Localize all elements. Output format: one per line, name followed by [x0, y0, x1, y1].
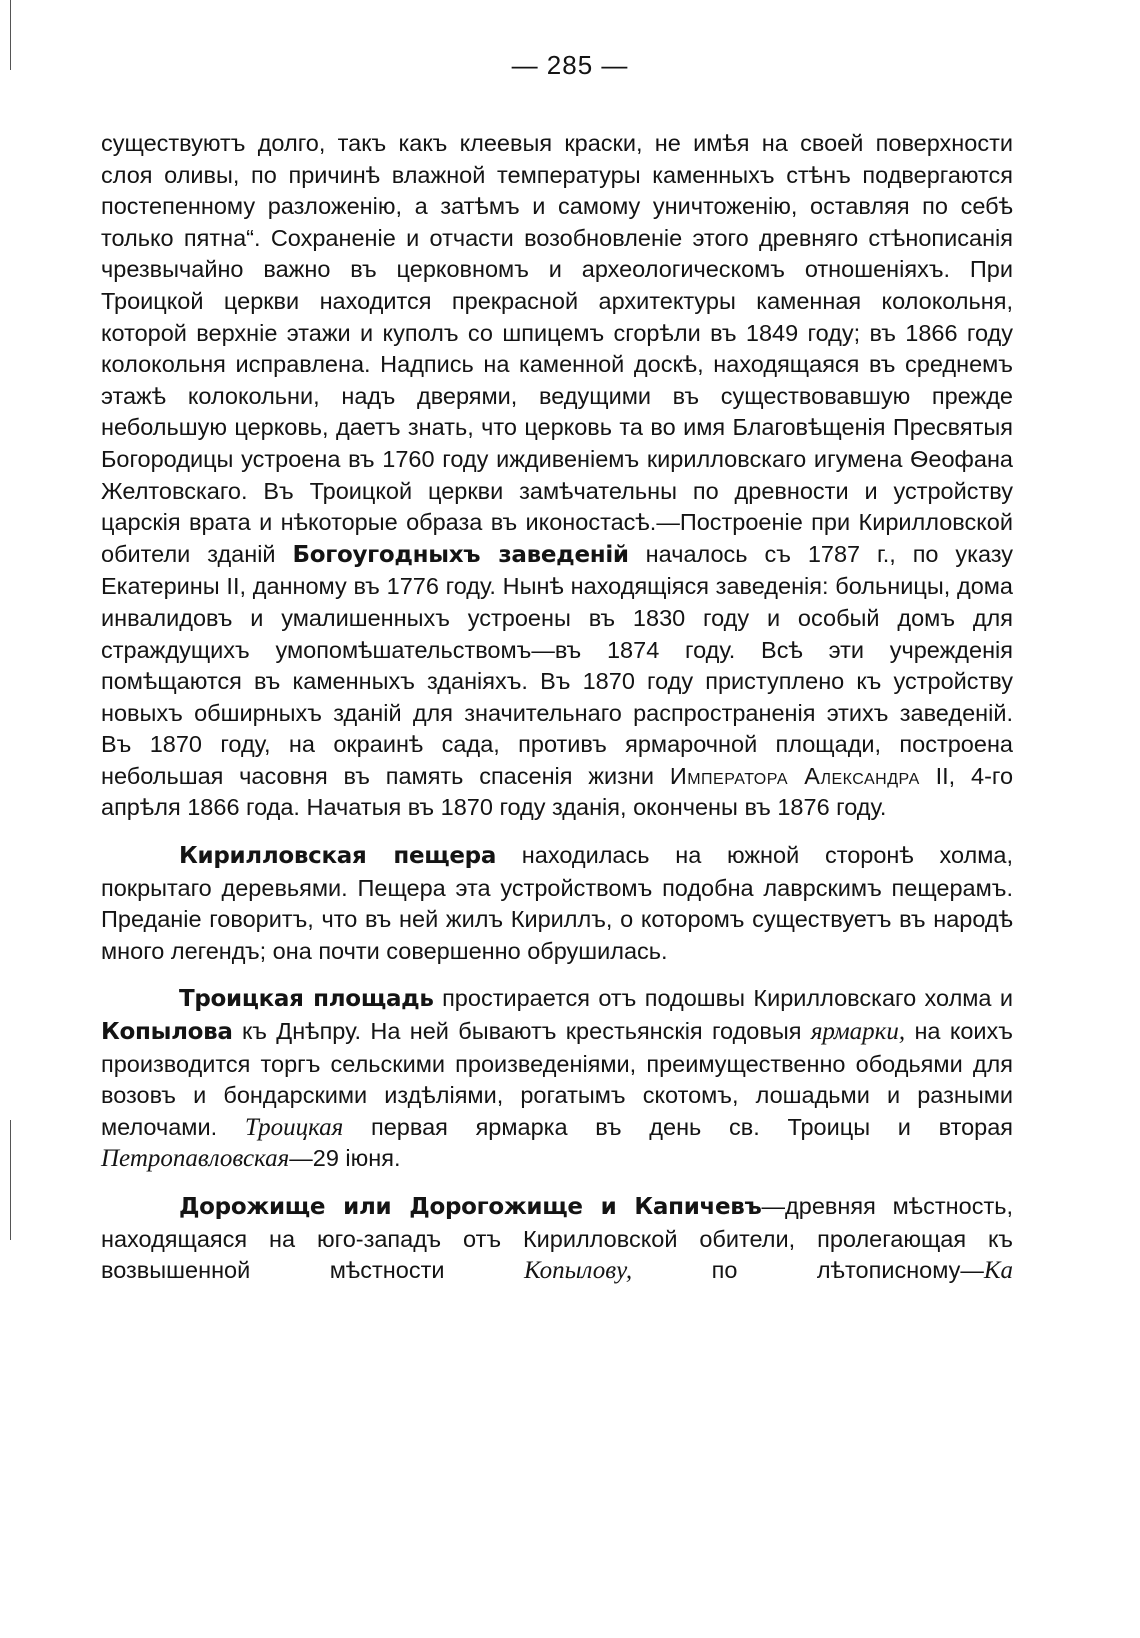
paragraph-text: находилась на южной сторонѣ холма, покрытаго деревьями. Пещера эта устройствомъ подобна лаврскимъ пещерамъ. Преданіе говоритъ, что въ ней жилъ Кириллъ, о которомъ существуетъ въ народѣ много легендъ; она почти совершенно обрушилась.	[101, 842, 1013, 964]
paragraph-text: на коихъ производится торгъ сельскими произведеніями, преимущественно ободьями для возовъ и бондарскими издѣліями, рогатымъ скотомъ, лошадьми и разными мелочами.	[101, 1018, 1013, 1140]
italic-term: Ка	[983, 1257, 1014, 1285]
paragraph-text: —29 іюня.	[289, 1145, 401, 1172]
paragraph-text: —древняя мѣстность, находящаяся на юго-западъ отъ Кирилловской обители, пролегающая къ возвышенной мѣстности	[101, 1193, 1013, 1284]
paragraph-4	[101, 1191, 1013, 1287]
paragraph-text: простирается отъ подошвы Кирилловскаго холма и	[442, 985, 1014, 1012]
bold-term: Дорожище или Дорогожище и Капичевъ	[179, 1194, 762, 1220]
italic-term: Троицкая	[244, 1113, 344, 1141]
paragraph-1	[101, 128, 1013, 824]
italic-term: Копылову,	[523, 1257, 633, 1285]
bold-term: Богоугодныхъ заведеній	[292, 541, 629, 568]
smallcaps-name: Императора Александра	[669, 762, 920, 789]
page-number: — 285 —	[511, 50, 629, 80]
bold-term: Кирилловская пещера	[179, 843, 497, 870]
paragraph-text: къ Днѣпру. На ней бываютъ крестьянскія годовыя	[241, 1018, 802, 1045]
bold-term: Троицкая площадь	[179, 986, 434, 1013]
paragraph-text: существуютъ долго, такъ какъ клеевыя краски, не имѣя на своей поверхности слоя оливы, по причинѣ влажной температуры каменныхъ стѣнъ подвергаются постепенному разложенію, а затѣмъ и самому уничтоженію, оставляя по себѣ только пятна“. Сохраненіе и отчасти возобновленіе этого древняго стѣнописанія чрезвычайно важно въ церковномъ и археологическомъ отношеніяхъ. При Троицкой церкви находится прекрасной архитектуры каменная колокольня, которой верхніе этажи и куполъ со шпицемъ сгорѣли въ 1849 году; въ 1866 году колокольня исправлена. Надпись на каменной доскѣ, находящаяся въ среднемъ этажѣ колокольни, надъ дверями, ведущими въ существовавшую прежде небольшую церковь, даетъ знать, что церковь та во имя Благовѣщенія Пресвятыя Богородицы устроена въ 1760 году иждивеніемъ кирилловскаго игумена Ѳеофана Желтовскаго. Въ Троицкой церкви замѣчательны по древности и устройству царскія врата и нѣкоторые образа въ иконостасѣ.—Построеніе при Кирилловской обители зданій	[101, 130, 1013, 567]
paragraph-3	[101, 983, 1013, 1175]
italic-term: Петропавловская	[101, 1145, 290, 1173]
paragraph-2	[101, 840, 1013, 967]
bold-term: Копылова	[101, 1019, 233, 1046]
paragraph-text: началось съ 1787 г., по указу Екатерины II, данному въ 1776 году. Нынѣ находящіяся заведенія: больницы, дома инвалидовъ и умалишенныхъ устроены въ 1830 году и особый домъ для страждущихъ умопомѣшательствомъ—въ 1874 году. Всѣ эти учрежденія помѣщаются въ каменныхъ зданіяхъ. Въ 1870 году приступлено къ устройству новыхъ обширныхъ зданій для значительнаго распространенія этихъ заведеній. Въ 1870 году, на окраинѣ сада, противъ ярмарочной площади, построена небольшая часовня въ память спасенія жизни	[101, 540, 1014, 789]
paragraph-text: II, 4-го апрѣля 1866 года. Начатыя въ 1870 году зданія, окончены въ 1876 году.	[101, 762, 1014, 821]
paragraph-text: по лѣтописному—	[711, 1257, 984, 1284]
italic-term: ярмарки,	[810, 1018, 906, 1046]
paragraph-text: первая ярмарка въ день св. Троицы и вторая	[371, 1113, 1014, 1140]
scan-edge-line	[10, 1120, 11, 1240]
body-text	[101, 128, 1013, 1287]
